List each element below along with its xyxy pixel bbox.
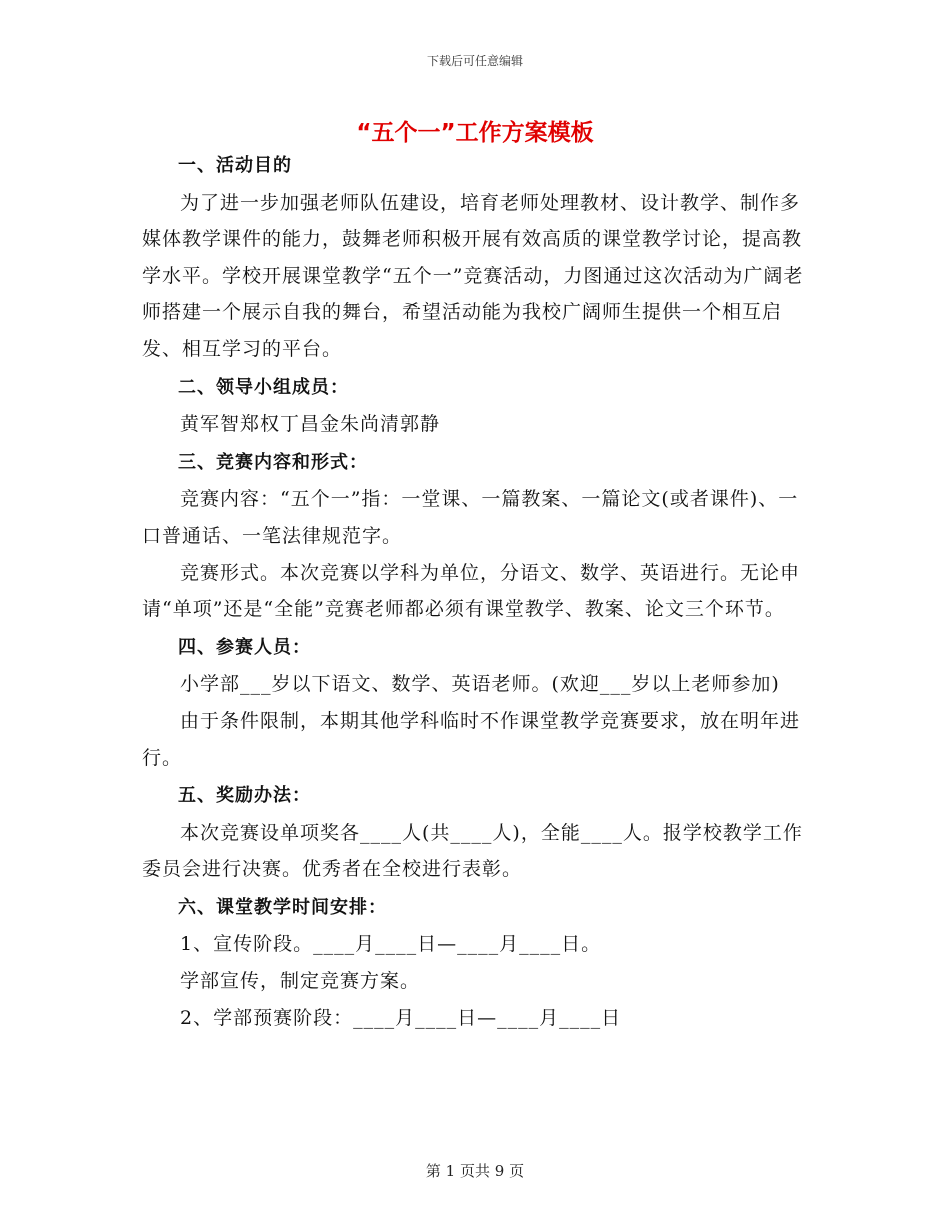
section-heading-4: 四、参赛人员： [178,636,311,658]
paragraph: 为了进一步加强老师队伍建设，培育老师处理教材、设计教学、制作多媒体教学课件的能力，鼓舞老师积极开展有效高质的课堂教学讨论，提高教学水平。学校开展课堂教学“五个一”竞赛活动，力图通过这次活动为广阔老师搭建一个展示自我的舞台，希望活动能为我校广阔师生提供一个相互启发、相互学习的平台。 [142,191,804,360]
page-footer: 第 1 页共 9 页 [425,1162,525,1180]
paragraph: 由于条件限制，本期其他学科临时不作课堂教学竞赛要求，放在明年进行。 [142,709,801,769]
paragraph: 学部宣传，制定竞赛方案。 [180,970,421,993]
paragraph: 本次竞赛设单项奖各____人(共____人)，全能____人。报学校教学工作委员会进行决赛。优秀者在全校进行表彰。 [142,821,803,881]
section-heading-3: 三、竞赛内容和形式： [178,451,368,473]
paragraph: 黄军智郑权丁昌金朱尚清郭静 [180,413,441,436]
paragraph: 竞赛形式。本次竞赛以学科为单位，分语文、数学、英语进行。无论申请“单项”还是“全能”竞赛老师都必须有课堂教学、教案、论文三个环节。 [142,561,801,621]
section-heading-1: 一、活动目的 [178,155,292,176]
document-body [142,148,814,1036]
page-header: 下载后可任意编辑 [426,54,523,68]
paragraph: 2、学部预赛阶段：____月____日—____月____日 [180,1006,622,1029]
paragraph: 竞赛内容：“五个一”指：一堂课、一篇教案、一篇论文(或者课件)、一口普通话、一笔法律规范字。 [142,488,799,547]
paragraph: 小学部___岁以下语文、数学、英语老师。(欢迎___岁以上老师参加) [180,673,780,696]
section-heading-5: 五、奖励办法： [178,785,311,807]
section-heading-6: 六、课堂教学时间安排： [178,896,387,918]
paragraph: 1、宣传阶段。____月____日—____月____日。 [180,933,602,956]
section-heading-2: 二、领导小组成员： [178,376,349,398]
document-title: “五个一”工作方案模板 [356,120,594,146]
